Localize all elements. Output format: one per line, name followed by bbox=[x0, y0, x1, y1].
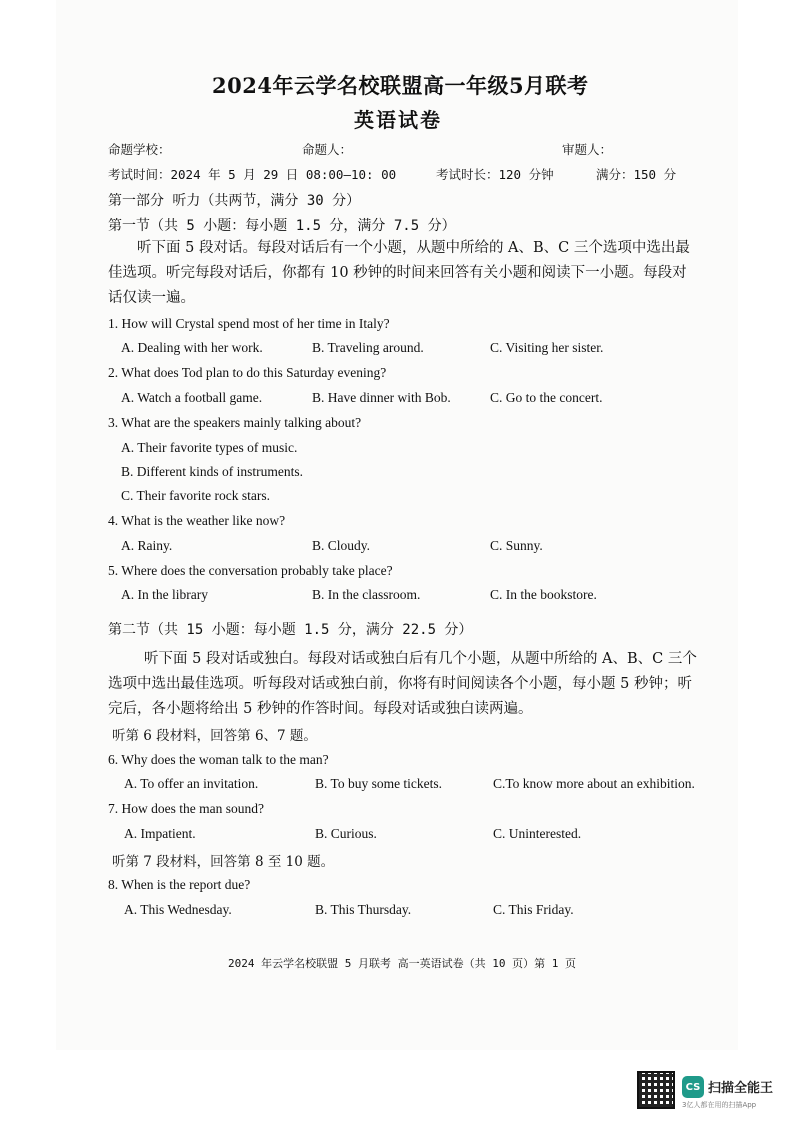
material-7-note: 听第 7 段材料，回答第 8 至 10 题。 bbox=[112, 854, 335, 870]
exam-time: 考试时间：2024 年 5 月 29 日 08:00—10: 00 bbox=[108, 167, 397, 182]
option-c: C. Uninterested. bbox=[493, 826, 582, 841]
full-score: 满分：150 分 bbox=[596, 167, 677, 182]
section2-instructions: 听下面 5 段对话或独白。每段对话或独白后有几个小题，从题中所给的 A、B、C 三个选项中选出最佳选项。听每段对话或独白前，你将有时间阅读各个小题，每小题 5 秒钟；听完后，各小题将给出 5 秒钟的作答时间。每段对话或独白读两遍。 bbox=[108, 651, 697, 717]
question-stem: 5. Where does the conversation probably take place? bbox=[108, 563, 393, 578]
school-label: 命题学校： bbox=[108, 142, 171, 157]
exam-title: 2024年云学名校联盟高一年级5月联考 bbox=[212, 73, 589, 98]
option-b: B. This Thursday. bbox=[315, 902, 412, 917]
reviewer-label: 审题人： bbox=[562, 142, 613, 157]
scanner-tagline: 3亿人都在用的扫描App bbox=[682, 1101, 757, 1109]
camscanner-logo-icon: CS bbox=[682, 1076, 704, 1098]
option-c: C. Their favorite rock stars. bbox=[121, 488, 270, 503]
option-a: A. To offer an invitation. bbox=[124, 776, 259, 791]
option-c: C. Go to the concert. bbox=[490, 390, 603, 405]
page-footer: 2024 年云学名校联盟 5 月联考 高一英语试卷（共 10 页）第 1 页 bbox=[228, 957, 576, 970]
option-a: A. Watch a football game. bbox=[121, 390, 263, 405]
setter-label: 命题人： bbox=[302, 142, 353, 157]
option-a: A. Dealing with her work. bbox=[121, 340, 263, 355]
option-c: C. In the bookstore. bbox=[490, 587, 597, 602]
option-b: B. Traveling around. bbox=[312, 340, 424, 355]
question-stem: 2. What does Tod plan to do this Saturday evening? bbox=[108, 365, 387, 380]
section1-instructions: 听下面 5 段对话。每段对话后有一个小题，从题中所给的 A、B、C 三个选项中选出最佳选项。听完每段对话后，你都有 10 秒钟的时间来回答有关小题和阅读下一小题。每段对话仅读一遍。 bbox=[108, 240, 690, 306]
option-b: B. Have dinner with Bob. bbox=[312, 390, 451, 405]
exam-duration: 考试时长：120 分钟 bbox=[436, 167, 554, 182]
option-a: A. This Wednesday. bbox=[124, 902, 232, 917]
option-b: B. Cloudy. bbox=[312, 538, 371, 553]
part1-title: 第一部分 听力（共两节，满分 30 分） bbox=[108, 193, 361, 209]
section1-title: 第一节（共 5 小题：每小题 1.5 分，满分 7.5 分） bbox=[108, 218, 456, 234]
exam-subtitle: 英语试卷 bbox=[354, 108, 442, 132]
option-c: C. This Friday. bbox=[493, 902, 574, 917]
question-stem: 4. What is the weather like now? bbox=[108, 513, 286, 528]
qr-code-icon bbox=[637, 1071, 675, 1109]
question-stem: 7. How does the man sound? bbox=[108, 801, 264, 816]
option-a: A. Their favorite types of music. bbox=[121, 440, 298, 455]
option-b: B. Different kinds of instruments. bbox=[121, 464, 303, 479]
option-c: C. Visiting her sister. bbox=[490, 340, 604, 355]
option-c: C.To know more about an exhibition. bbox=[493, 776, 695, 791]
option-c: C. Sunny. bbox=[490, 538, 543, 553]
option-b: B. Curious. bbox=[315, 826, 377, 841]
option-a: A. Impatient. bbox=[124, 826, 196, 841]
question-stem: 8. When is the report due? bbox=[108, 877, 251, 892]
material-6-note: 听第 6 段材料，回答第 6、7 题。 bbox=[112, 728, 317, 744]
section2-title: 第二节（共 15 小题：每小题 1.5 分，满分 22.5 分） bbox=[108, 622, 473, 638]
scanner-app-name: 扫描全能王 bbox=[708, 1081, 774, 1096]
option-b: B. In the classroom. bbox=[312, 587, 421, 602]
option-a: A. In the library bbox=[121, 587, 208, 602]
question-stem: 3. What are the speakers mainly talking about? bbox=[108, 415, 362, 430]
question-stem: 6. Why does the woman talk to the man? bbox=[108, 752, 329, 767]
option-a: A. Rainy. bbox=[121, 538, 173, 553]
question-stem: 1. How will Crystal spend most of her time in Italy? bbox=[108, 316, 390, 331]
option-b: B. To buy some tickets. bbox=[315, 776, 443, 791]
